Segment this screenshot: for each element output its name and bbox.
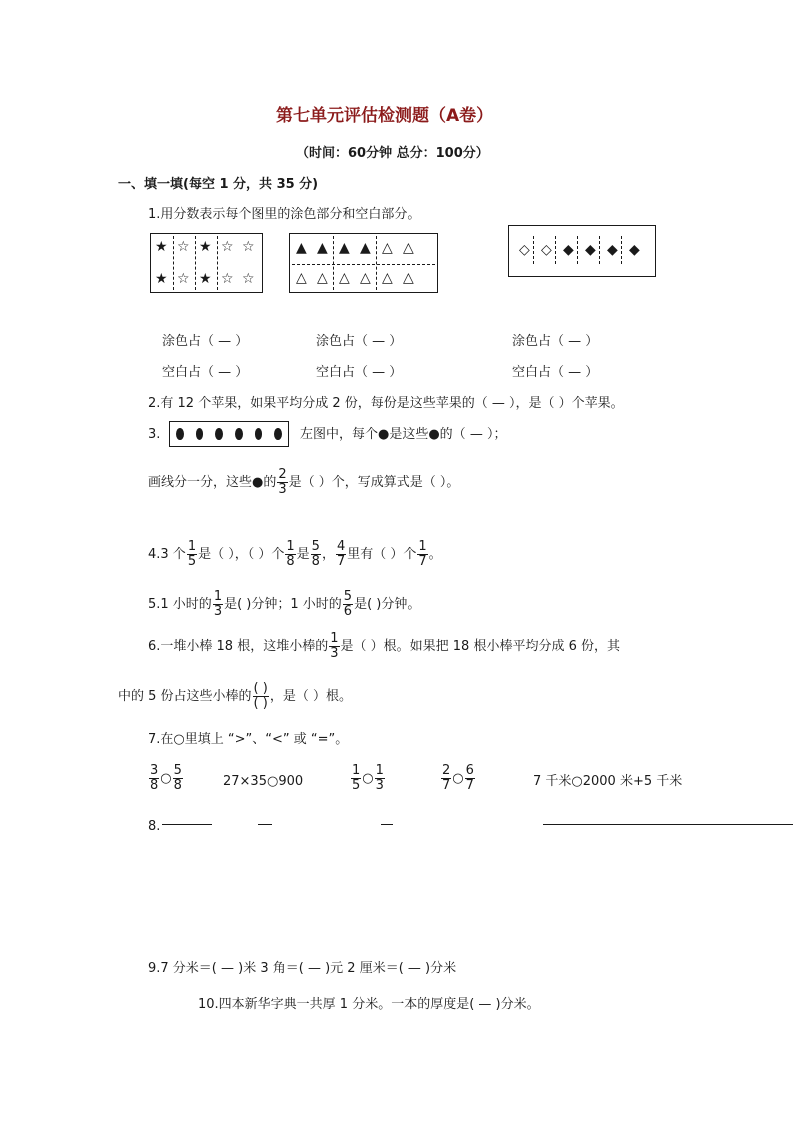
triangle-outline-icon: △	[360, 270, 371, 286]
fraction: $\frac{( )}{( )}$	[253, 681, 268, 711]
diamond-filled-icon: ◆	[585, 242, 596, 258]
dot-icon	[235, 428, 243, 440]
question-3-number: 3.	[148, 427, 161, 442]
fraction: $\frac{2}{7}$	[442, 763, 451, 793]
fraction: $\frac{1}{5}$	[352, 763, 361, 793]
fraction: $\frac{1}{3}$	[375, 763, 384, 793]
shaded-answer-3[interactable]: 涂色占（ — ）	[512, 334, 599, 349]
fraction: $\frac{2}{3}$	[278, 467, 287, 497]
blank-answer-3[interactable]: 空白占（ — ）	[512, 365, 599, 380]
fraction: $\frac{1}{7}$	[418, 539, 427, 569]
fraction: $\frac{1}{3}$	[213, 589, 223, 619]
compare-e[interactable]: 7 千米○2000 米+5 千米	[533, 774, 683, 789]
fraction: $\frac{5}{8}$	[173, 763, 182, 793]
compare-a	[148, 764, 184, 792]
triangle-filled-icon: ▲	[317, 240, 328, 256]
star-icon: ★	[155, 239, 168, 255]
compare-circle[interactable]: ○	[160, 770, 172, 786]
question-3-text: 左图中，每个●是这些●的（ — ）；	[300, 427, 507, 442]
section-heading: 一、填一填(每空 1 分，共 35 分)	[118, 177, 319, 192]
diamond-filled-icon: ◆	[629, 242, 640, 258]
figure-diamonds	[508, 225, 656, 277]
figure-triangles	[289, 233, 438, 293]
fraction: $\frac{1}{5}$	[187, 539, 197, 569]
dot-icon	[196, 428, 204, 440]
question-3-line2: 画线分一分，这些●的 $\frac{2}{3}$ 是（ ）个，写成算式是（ ）。	[148, 467, 460, 497]
question-9-text: 9.7 分米＝( — )米 3 角＝( — )元 2 厘米＝( — )分米	[148, 961, 457, 976]
compare-d	[440, 764, 476, 792]
shaded-answer-2[interactable]: 涂色占（ — ）	[316, 334, 403, 349]
question-4: 4.3 个 $\frac{1}{5}$ 是（ ），（ ）个 $\frac{1}{8}$ 是 $\frac{5}{8}$ ， $\frac{4}{7}$ 里有（ ）个 $\frac{1}{7}$ 。	[148, 539, 442, 569]
rule-line	[162, 824, 212, 825]
diamond-filled-icon: ◆	[607, 242, 618, 258]
rule-line	[381, 824, 393, 825]
diamond-filled-icon: ◆	[563, 242, 574, 258]
compare-circle[interactable]: ○	[452, 770, 464, 786]
fraction: $\frac{3}{8}$	[150, 763, 159, 793]
shaded-answer-1[interactable]: 涂色占（ — ）	[162, 334, 249, 349]
question-1-text: 1.用分数表示每个图里的涂色部分和空白部分。	[148, 207, 421, 222]
triangle-filled-icon: ▲	[339, 240, 350, 256]
triangle-outline-icon: △	[382, 270, 393, 286]
star-outline-icon: ☆	[242, 239, 255, 255]
fraction: $\frac{4}{7}$	[336, 539, 346, 569]
triangle-filled-icon: ▲	[296, 240, 307, 256]
star-outline-icon: ☆	[242, 271, 255, 287]
question-6-line2: 中的 5 份占这些小棒的 $\frac{( )}{( )}$ ，是（ ）根。	[118, 681, 352, 711]
star-outline-icon: ☆	[177, 239, 190, 255]
star-outline-icon: ☆	[221, 271, 234, 287]
question-6-line1: 6.一堆小棒 18 根，这堆小棒的 $\frac{1}{3}$ 是（ ）根。如果把 18 根小棒平均分成 6 份，其	[148, 631, 620, 661]
dot-icon	[274, 428, 282, 440]
page-subtitle: （时间：60分钟 总分：100分）	[296, 146, 489, 161]
star-icon: ★	[199, 239, 212, 255]
compare-c	[350, 764, 386, 792]
compare-b[interactable]: 27×35○900	[223, 774, 304, 789]
question-5: 5.1 小时的 $\frac{1}{3}$ 是( )分钟；1 小时的 $\frac{5}{6}$ 是( )分钟。	[148, 589, 421, 619]
fraction: $\frac{1}{3}$	[330, 631, 339, 661]
page-title: 第七单元评估检测题（A卷）	[276, 106, 494, 126]
dot-icon	[176, 428, 184, 440]
blank-answer-2[interactable]: 空白占（ — ）	[316, 365, 403, 380]
triangle-outline-icon: △	[403, 270, 414, 286]
triangle-filled-icon: ▲	[360, 240, 371, 256]
fraction: $\frac{5}{8}$	[311, 539, 320, 569]
triangle-outline-icon: △	[403, 240, 414, 256]
dot-icon	[255, 428, 263, 440]
diamond-outline-icon: ◇	[541, 242, 552, 258]
fraction: $\frac{1}{8}$	[286, 539, 295, 569]
question-7-text: 7.在○里填上 “>”、“<” 或 “=”。	[148, 732, 349, 747]
figure-stars	[150, 233, 263, 293]
triangle-outline-icon: △	[296, 270, 307, 286]
triangle-outline-icon: △	[317, 270, 328, 286]
rule-line	[543, 824, 793, 825]
rule-line	[258, 824, 272, 825]
diamond-outline-icon: ◇	[519, 242, 530, 258]
star-outline-icon: ☆	[221, 239, 234, 255]
question-2-text: 2.有 12 个苹果，如果平均分成 2 份，每份是这些苹果的（ — ），是（ ）个苹果。	[148, 396, 624, 411]
fraction: $\frac{6}{7}$	[465, 763, 474, 793]
compare-circle[interactable]: ○	[362, 770, 374, 786]
star-outline-icon: ☆	[177, 271, 190, 287]
triangle-outline-icon: △	[382, 240, 393, 256]
blank-answer-1[interactable]: 空白占（ — ）	[162, 365, 249, 380]
triangle-outline-icon: △	[339, 270, 350, 286]
question-8-number: 8.	[148, 819, 161, 834]
star-icon: ★	[199, 271, 212, 287]
dot-icon	[215, 428, 223, 440]
question-10-text: 10.四本新华字典一共厚 1 分米。一本的厚度是( — )分米。	[198, 997, 540, 1012]
fraction: $\frac{5}{6}$	[343, 589, 353, 619]
dots-figure	[169, 421, 289, 447]
star-icon: ★	[155, 271, 168, 287]
